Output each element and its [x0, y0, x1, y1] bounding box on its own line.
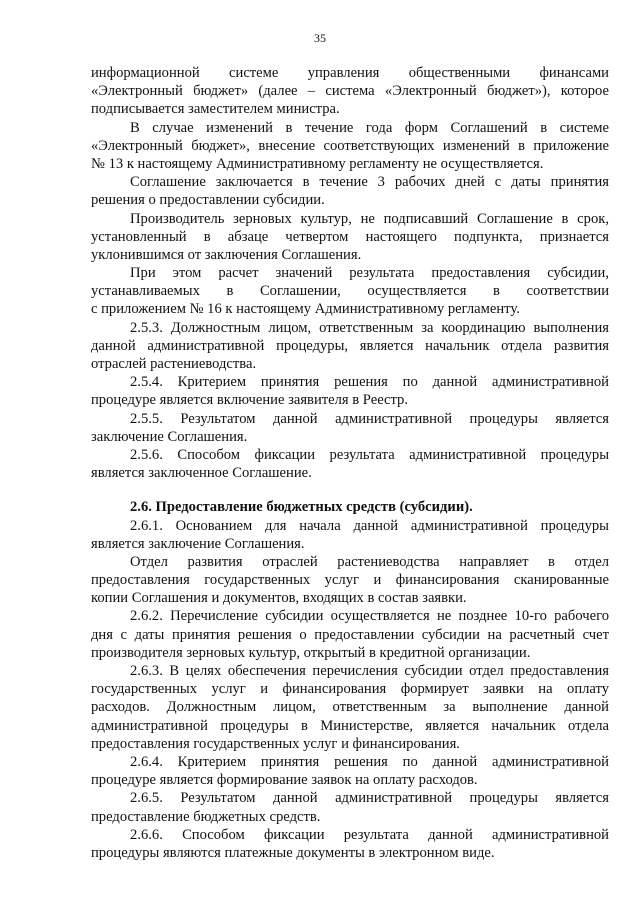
text-line: является заключение Соглашения.: [91, 535, 305, 552]
text-line: процедуре является включение заявителя в Реестр.: [91, 392, 409, 409]
document-body: [91, 64, 609, 862]
text-line: № 13 к настоящему Административному регламенту не осуществляется.: [91, 155, 544, 172]
text-line: 2.6.5. Результатом данной административной процедуры является: [130, 790, 609, 807]
section-gap: [91, 482, 609, 498]
text-line: 2.6.1. Основанием для начала данной административной процедуры: [130, 517, 609, 534]
section-2-5-continuation: [91, 64, 609, 482]
text-line: является заключенное Соглашение.: [91, 465, 312, 482]
text-line: государственных услуг и финансирования формирует заявки на оплату: [91, 681, 609, 698]
text-line: В случае изменений в течение года форм Соглашений в системе: [130, 119, 609, 136]
text-line: 2.5.3. Должностным лицом, ответственным за координацию выполнения: [130, 319, 609, 336]
text-line: «Электронный бюджет» (далее – система «Электронный бюджет»), которое: [91, 83, 609, 100]
text-line: 2.6.2. Перечисление субсидии осуществляется не позднее 10-го рабочего: [130, 608, 609, 625]
text-line: подписывается заместителем министра.: [91, 101, 340, 118]
text-line: устанавливаемых в Соглашении, осуществляется в соответствии: [91, 283, 609, 300]
text-line: предоставления государственных услуг и финансирования.: [91, 735, 460, 752]
text-line: решения о предоставлении субсидии.: [91, 192, 325, 209]
text-line: с приложением № 16 к настоящему Административному регламенту.: [91, 301, 520, 318]
text-line: Производитель зерновых культур, не подписавший Соглашение в срок,: [130, 210, 609, 227]
text-line: производителя зерновых культур, открытый в кредитной организации.: [91, 644, 531, 661]
text-line: 2.5.6. Способом фиксации результата административной процедуры: [130, 446, 609, 463]
text-line: данной административной процедуры, является начальник отдела развития: [91, 337, 609, 354]
section-heading: 2.6. Предоставление бюджетных средств (субсидии).: [130, 499, 473, 516]
text-line: 2.5.5. Результатом данной административной процедуры является: [130, 410, 609, 427]
text-line: Соглашение заключается в течение 3 рабочих дней с даты принятия: [130, 174, 609, 191]
text-line: заключение Соглашения.: [91, 428, 248, 445]
text-line: расходов. Должностным лицом, ответственным за выполнение данной: [91, 699, 609, 716]
text-line: информационной системе управления общественными финансами: [91, 65, 609, 81]
text-line: копии Соглашения и документов, входящих в состав заявки.: [91, 590, 467, 607]
text-line: «Электронный бюджет», внесение соответствующих изменений в приложение: [91, 137, 609, 154]
text-line: предоставления государственных услуг и финансирования сканированные: [91, 572, 609, 589]
text-line: дня с даты принятия решения о предоставлении субсидии на расчетный счет: [91, 626, 609, 643]
text-line: При этом расчет значений результата предоставления субсидии,: [130, 265, 609, 282]
text-line: 2.6.6. Способом фиксации результата данной административной: [130, 826, 609, 843]
text-line: 2.6.3. В целях обеспечения перечисления субсидии отдел предоставления: [130, 663, 609, 679]
text-line: уклонившимся от заключения Соглашения.: [91, 246, 362, 263]
text-line: установленный в абзаце четвертом настоящего подпункта, признается: [91, 228, 609, 245]
text-line: 2.5.4. Критерием принятия решения по данной административной: [130, 374, 609, 391]
text-line: процедуры являются платежные документы в электронном виде.: [91, 844, 495, 861]
text-line: предоставление бюджетных средств.: [91, 808, 321, 825]
page-number: 35: [314, 31, 326, 45]
section-2-6-body: [91, 517, 609, 863]
text-line: отраслей растениеводства.: [91, 356, 257, 372]
text-line: административной процедуры в Министерстве, является начальник отдела: [91, 717, 609, 734]
text-line: Отдел развития отраслей растениеводства направляет в отдел: [130, 553, 609, 570]
text-line: процедуре является формирование заявок на оплату расходов.: [91, 772, 478, 789]
text-line: 2.6.4. Критерием принятия решения по данной административной: [130, 753, 609, 770]
